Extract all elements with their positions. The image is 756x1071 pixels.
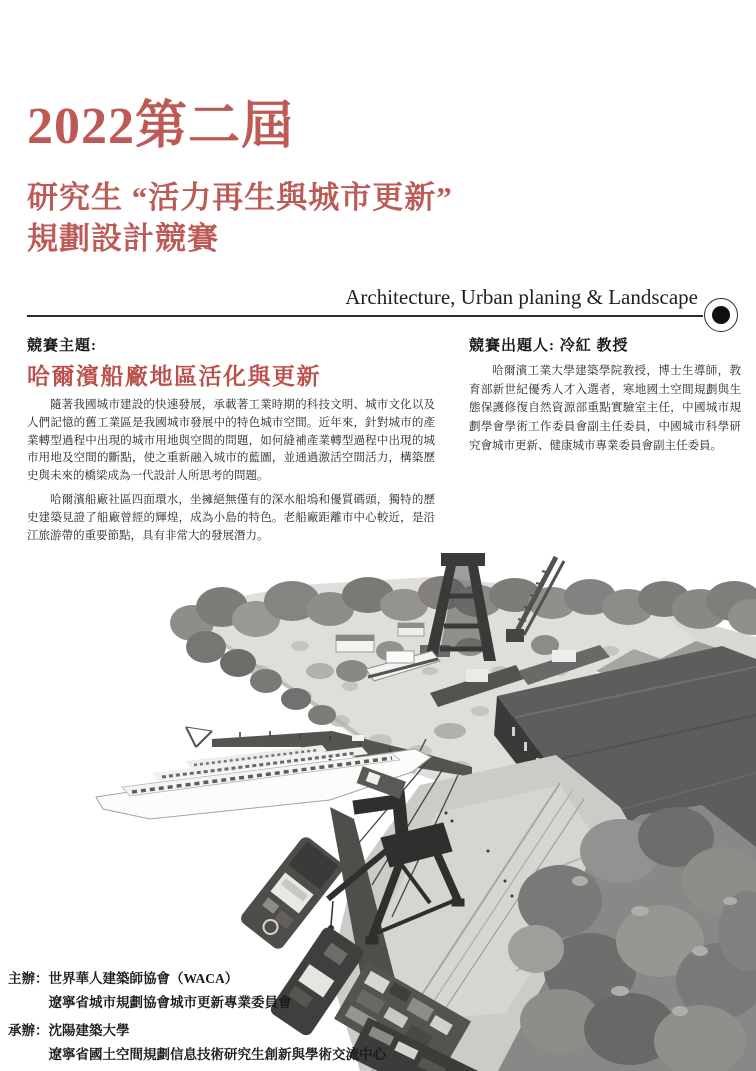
undertaker-line-1: 沈陽建築大學 — [48, 1023, 130, 1038]
examiner-label: 競賽出題人: 冷紅 教授 — [469, 338, 629, 354]
theme-label: 競賽主題: — [27, 338, 97, 354]
undertaker-label: 承辦： — [8, 1023, 49, 1038]
title-line-1: 研究生 “活力再生與城市更新” — [27, 180, 453, 215]
examiner-section — [469, 334, 741, 546]
divider-line — [27, 315, 703, 317]
content-columns — [27, 334, 741, 546]
theme-paragraph-1: 隨著我國城市建設的快速發展，承載著工業時期的科技文明、城市文化以及人們記憶的舊工業區是我國城市發展中的特色城市空間。近年來，針對城市的產業轉型過程中出現的城市用地與空間的問題，如何縫補產業轉型過程中出現的城市用地及空間的斷點，使之重新融入城市的藍圖，並通過激活空間活力，構築歷史與未來的橋梁成為一代設計人所思考的問題。 — [27, 399, 435, 483]
host-line-1: 世界華人建築師協會（WACA） — [48, 971, 239, 986]
theme-paragraph-2: 哈爾濱船廠社區四面環水，坐擁絕無僅有的深水船塢和優質碼頭，獨特的歷史建築見證了船廠曾經的輝煌，成為小島的特色。老船廠距離市中心較近，是沿江旅游帶的重要節點，具有非常大的發展潛力。 — [27, 494, 435, 542]
undertaker-line-2: 遼寧省國土空間規劃信息技術研究生創新與學術交流中心 — [48, 1046, 386, 1062]
examiner-bio: 哈爾濱工業大學建築學院教授，博士生導師，教育部新世紀優秀人才入選者，寒地國土空間規劃與生態保護修復自然資源部重點實驗室主任，中國城市規劃學會學術工作委員會副主任委員，中國城市科學研究會城市更新、健康城市專業委員會副主任委員。 — [469, 365, 741, 452]
english-subtitle: Architecture, Urban planing & Landscape — [345, 285, 698, 309]
title-line-2: 規劃設計競賽 — [27, 221, 219, 256]
target-dot-inner — [712, 306, 730, 324]
theme-section — [27, 334, 435, 546]
host-label: 主辦： — [8, 971, 49, 986]
undertaker-block — [8, 1019, 386, 1066]
page-title: 2022第二屆 — [27, 98, 295, 155]
host-line-2: 遼寧省城市規劃協會城市更新專業委員會 — [48, 994, 292, 1010]
target-dot-icon — [704, 298, 738, 332]
ferry-crane — [186, 727, 212, 747]
theme-heading: 哈爾濱船廠地區活化與更新 — [27, 364, 321, 389]
host-block — [8, 967, 292, 1014]
